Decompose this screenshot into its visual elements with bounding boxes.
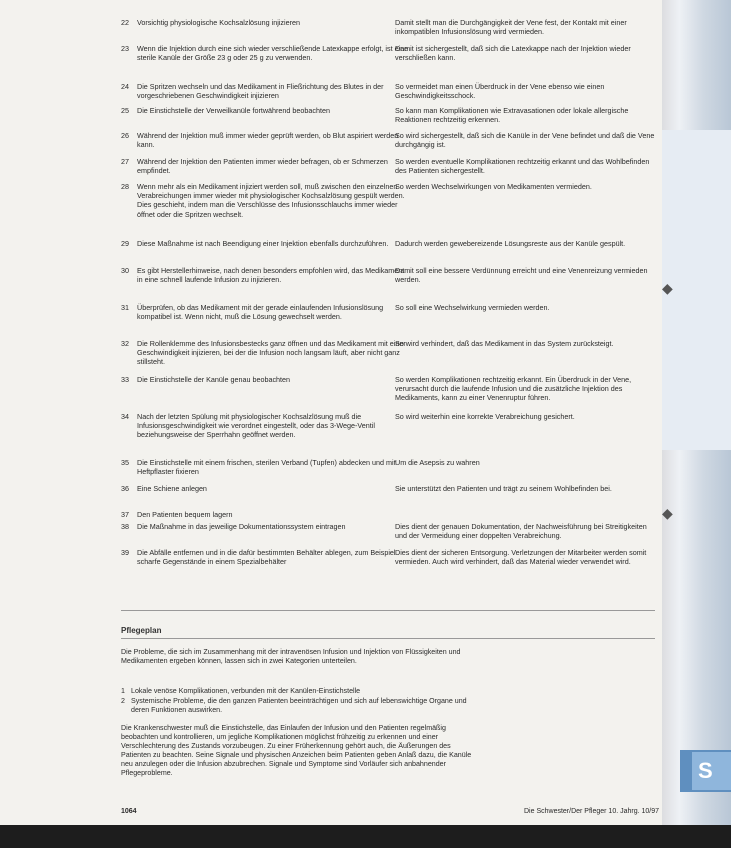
step-text: Die Einstichstelle der Kanüle genau beobachten <box>137 375 291 384</box>
row-number: 32 <box>121 339 129 348</box>
row-number: 26 <box>121 131 129 140</box>
intro-paragraph: Die Probleme, die sich im Zusammenhang mit der intravenösen Infusion und Injektion von Flüssigkeiten und Medikamenten ergeben können, lassen sich in zwei Kategorien unterteilen. <box>121 648 461 665</box>
list-text: Systemische Probleme, die den ganzen Patienten beeinträchtigen und sich auf lebenswichtige Organe und deren Funktionen auswirken. <box>131 697 467 714</box>
scan-shadow <box>0 825 731 848</box>
adjacent-page-edge <box>662 0 731 848</box>
row-number: 38 <box>121 522 129 531</box>
step-text: Wenn die Injektion durch eine sich wieder verschließende Latexkappe erfolgt, ist eine sterile Kanüle der Größe 23 g oder 25 g zu verwenden. <box>137 44 409 63</box>
body-paragraph: Die Krankenschwester muß die Einstichstelle, das Einlaufen der Infusion und den Patienten regelmäßig beobachten und kontrollieren, um jegliche Komplikationen möglichst frühzeitig zu erkennen und einer Verschlechterung des Zustands vorzubeugen. Zu einer Früherkennung gehört auch, die Äußerungen des Patienten zu beachten. Seine Signale und physischen Anzeichen beim Patienten geben Anlaß dazu, die Kanüle neu anzulegen oder die Infusion abzubrechen. Signale und Symptome sind Vorläufer sich anbahnender Pflegeprobleme. <box>121 724 472 777</box>
rationale-text: So wird weiterhin eine korrekte Verabreichung gesichert. <box>395 412 575 421</box>
step-text: Die Einstichstelle der Verweilkanüle fortwährend beobachten <box>137 106 330 115</box>
rationale-text: Um die Asepsis zu wahren <box>395 458 480 467</box>
rationale-text: Dies dient der genauen Dokumentation, der Nachweisführung bei Streitigkeiten und der Vermeidung einer doppelten Verabreichung. <box>395 522 647 541</box>
row-number: 25 <box>121 106 129 115</box>
step-text: Es gibt Herstellerhinweise, nach denen besonders empfohlen wird, das Medikament in eine schnell laufende Infusion zu injizieren. <box>137 266 405 285</box>
pin-icon: ◆ <box>662 505 673 521</box>
rationale-text: So werden Wechselwirkungen von Medikamenten vermieden. <box>395 182 592 191</box>
rationale-text: So werden Komplikationen rechtzeitig erkannt. Ein Überdruck in der Vene, verursacht durch die laufende Infusion und die zusätzliche Injektion des Medikaments, kann zu einer Venenruptur führen. <box>395 375 632 403</box>
row-number: 29 <box>121 239 129 248</box>
rationale-text: Sie unterstützt den Patienten und trägt zu seinem Wohlbefinden bei. <box>395 484 612 493</box>
list-number: 1 <box>121 687 125 695</box>
step-text: Überprüfen, ob das Medikament mit der gerade einlaufenden Infusionslösung kompatibel ist. Wenn nicht, muß die Lösung gewechselt werden. <box>137 303 384 322</box>
rationale-text: So vermeidet man einen Überdruck in der Vene ebenso wie einen Geschwindigkeitsschock. <box>395 82 605 101</box>
divider <box>121 610 655 611</box>
row-number: 23 <box>121 44 129 53</box>
section-tab: S <box>692 752 731 790</box>
step-text: Diese Maßnahme ist nach Beendigung einer Injektion ebenfalls durchzuführen. <box>137 239 389 248</box>
row-number: 27 <box>121 157 129 166</box>
list-text: Lokale venöse Komplikationen, verbunden mit der Kanülen-Einstichstelle <box>131 687 361 695</box>
row-number: 30 <box>121 266 129 275</box>
row-number: 31 <box>121 303 129 312</box>
step-text: Eine Schiene anlegen <box>137 484 207 493</box>
rationale-text: Damit stellt man die Durchgängigkeit der Vene fest, der Kontakt mit einer inkompatiblen Infusionslösung wird vermieden. <box>395 18 627 37</box>
row-number: 28 <box>121 182 129 191</box>
rationale-text: So soll eine Wechselwirkung vermieden werden. <box>395 303 550 312</box>
divider <box>121 638 655 639</box>
step-text: Den Patienten bequem lagern <box>137 510 233 519</box>
row-number: 35 <box>121 458 129 467</box>
rationale-text: Dies dient der sicheren Entsorgung. Verletzungen der Mitarbeiter werden somit vermieden. Auch wird verhindert, daß das Material wieder verwendet wird. <box>395 548 647 567</box>
row-number: 39 <box>121 548 129 557</box>
step-text: Die Maßnahme in das jeweilige Dokumentationssystem eintragen <box>137 522 346 531</box>
row-number: 24 <box>121 82 129 91</box>
row-number: 33 <box>121 375 129 384</box>
step-text: Vorsichtig physiologische Kochsalzlösung injizieren <box>137 18 301 27</box>
step-text: Die Abfälle entfernen und in die dafür bestimmten Behälter ablegen, zum Beispiel scharfe Gegenstände in einem Spezialbehälter <box>137 548 396 567</box>
row-number: 37 <box>121 510 129 519</box>
rationale-text: So kann man Komplikationen wie Extravasationen oder lokale allergische Reaktionen rechtzeitig erkennen. <box>395 106 629 125</box>
step-text: Während der Injektion muß immer wieder geprüft werden, ob Blut aspiriert werden kann. <box>137 131 399 150</box>
rationale-text: So wird verhindert, daß das Medikament in das System zurücksteigt. <box>395 339 614 348</box>
section-heading: Pflegeplan <box>121 626 162 635</box>
step-text: Die Einstichstelle mit einem frischen, sterilen Verband (Tupfen) abdecken und mit Heftpflaster fixieren <box>137 458 396 477</box>
rationale-text: So wird sichergestellt, daß sich die Kanüle in der Vene befindet und daß die Vene durchgängig ist. <box>395 131 655 150</box>
step-text: Die Rollenklemme des Infusionsbestecks ganz öffnen und das Medikament mit einer Geschwindigkeit injizieren, bei der die Infusion noch langsam läuft, aber nicht ganz stillsteht. <box>137 339 406 367</box>
rationale-text: Damit soll eine bessere Verdünnung erreicht und eine Venenreizung vermieden werden. <box>395 266 648 285</box>
rationale-text: Damit ist sichergestellt, daß sich die Latexkappe nach der Injektion wieder verschließen kann. <box>395 44 631 63</box>
step-text: Wenn mehr als ein Medikament injiziert werden soll, muß zwischen den einzelnen Verabreichungen immer wieder mit physiologischer Kochsalzlösung gespült werden. Dies geschieht, indem man die Verschlüsse des Infusionsschlauchs immer wieder öffnet oder die Spritzen wechselt. <box>137 182 405 219</box>
row-number: 22 <box>121 18 129 27</box>
rationale-text: So werden eventuelle Komplikationen rechtzeitig erkannt und das Wohlbefinden des Patienten sichergestellt. <box>395 157 650 176</box>
list-number: 2 <box>121 697 125 705</box>
step-text: Während der Injektion den Patienten immer wieder befragen, ob er Schmerzen empfindet. <box>137 157 388 176</box>
pin-icon: ◆ <box>662 280 673 296</box>
row-number: 34 <box>121 412 129 421</box>
row-number: 36 <box>121 484 129 493</box>
step-text: Nach der letzten Spülung mit physiologischer Kochsalzlösung muß die Infusionsgeschwindigkeit wie verordnet eingestellt, oder das 3-Wege-Ventil beziehungsweise der Sperrhahn geöffnet werden. <box>137 412 375 440</box>
page-number: 1064 <box>121 808 137 815</box>
rationale-text: Dadurch werden gewebereizende Lösungsreste aus der Kanüle gespült. <box>395 239 626 248</box>
step-text: Die Spritzen wechseln und das Medikament in Fließrichtung des Blutes in der vorgeschriebenen Geschwindigkeit injizieren <box>137 82 384 101</box>
journal-title: Die Schwester/Der Pfleger 10. Jahrg. 10/97 <box>524 808 660 815</box>
